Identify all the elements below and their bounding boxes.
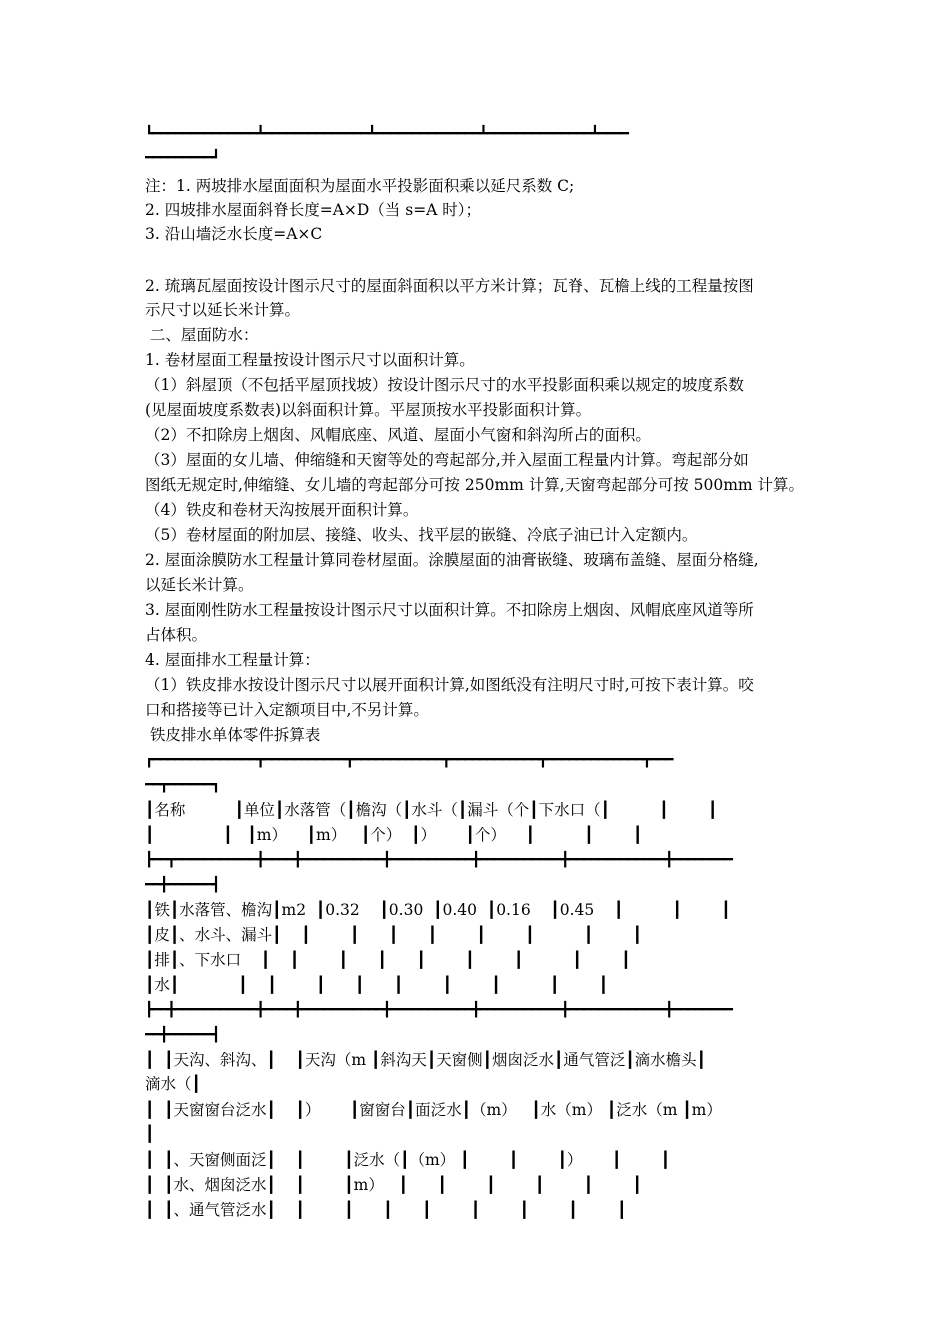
- note-line-2: 2. 四坡排水屋面斜脊长度=A×D（当 s=A 时）；: [145, 201, 482, 219]
- table-row: ┃排┃、下水口 ┃ ┃ ┃ ┃ ┃ ┃ ┃ ┃ ┃: [145, 951, 631, 969]
- table-header-row: ┃名称 ┃单位┃水落管（┃檐沟（┃水斗（┃漏斗（个┃下水口（┃ ┃ ┃: [145, 801, 718, 819]
- paragraph-line: （1）斜屋顶（不包括平屋顶找坡）按设计图示尺寸的水平投影面积乘以规定的坡度系数: [145, 376, 744, 394]
- table-divider-continued: ━━╋━━━━━━┫: [145, 877, 220, 893]
- paragraph-line: （3）屋面的女儿墙、伸缩缝和天窗等处的弯起部分,并入屋面工程量内计算。弯起部分如: [145, 451, 749, 469]
- paragraph-line: (见屋面坡度系数表)以斜面积计算。平屋顶按水平投影面积计算。: [145, 401, 592, 419]
- paragraph-line: 占体积。: [145, 626, 208, 644]
- paragraph-line: 3. 屋面刚性防水工程量按设计图示尺寸以面积计算。不扣除房上烟囱、风帽底座风道等所: [145, 601, 754, 619]
- table-row-continued: ┃: [145, 1125, 155, 1143]
- table-row: ┃ ┃水、烟囱泛水┃ ┃ ┃m） ┃ ┃ ┃ ┃ ┃ ┃: [145, 1176, 642, 1194]
- paragraph-line: 2. 琉璃瓦屋面按设计图示尺寸的屋面斜面积以平方米计算；瓦脊、瓦檐上线的工程量按图: [145, 277, 754, 295]
- table-row: ┃ ┃、天窗侧面泛┃ ┃ ┃泛水（┃（m） ┃ ┃ ┃） ┃ ┃: [145, 1151, 671, 1169]
- paragraph-line: （4）铁皮和卷材天沟按展开面积计算。: [145, 501, 419, 519]
- paragraph-line: 1. 卷材屋面工程量按设计图示尺寸以面积计算。: [145, 351, 475, 369]
- table-row: ┃ ┃天窗窗台泛水┃ ┃） ┃窗窗台┃面泛水┃（m） ┃水（m） ┃泛水（m ┃m）: [145, 1101, 722, 1119]
- note-line-1: 注：1. 两坡排水屋面面积为屋面水平投影面积乘以延尺系数 C;: [145, 177, 575, 195]
- paragraph-line: 示尺寸以延长米计算。: [145, 301, 301, 319]
- paragraph-line: 4. 屋面排水工程量计算：: [145, 651, 320, 669]
- table-row: ┃ ┃天沟、斜沟、┃ ┃天沟（m ┃斜沟天┃天窗侧┃烟囱泛水┃通气管泛┃滴水檐头┃: [145, 1051, 707, 1069]
- note-line-3: 3. 沿山墙泛水长度=A×C: [145, 225, 323, 243]
- paragraph-line: （1）铁皮排水按设计图示尺寸以展开面积计算,如图纸没有注明尺寸时,可按下表计算。咬: [145, 676, 754, 694]
- table-divider-continued: ━━╋━━━━━━┫: [145, 1027, 220, 1043]
- section-heading: 二、屋面防水：: [145, 326, 259, 344]
- paragraph-line: 图纸无规定时,伸缩缝、女儿墙的弯起部分可按 250mm 计算,天窗弯起部分可按 500mm 计算。: [145, 476, 805, 494]
- paragraph-line: （5）卷材屋面的附加层、接缝、收头、找平层的嵌缝、冷底子油已计入定额内。: [145, 526, 698, 544]
- table-header-row: ┃ ┃ ┃m） ┃m） ┃个） ┃） ┃个） ┃ ┃ ┃: [145, 826, 643, 844]
- table-row-continued: 滴水（┃: [145, 1075, 201, 1093]
- paragraph-line: （2）不扣除房上烟囱、风帽底座、风道、屋面小气窗和斜沟所占的面积。: [145, 426, 651, 444]
- table-divider: ┣━━┳━━━━━━━━━━━╋━━━━╋━━━━━━━━━━━╋━━━━━━━━━━━╋━━━━━━━━━━━╋━━━━━━━━━━━━━╋━━━━━━━━: [145, 852, 732, 868]
- table-divider: ┣━━╋━━━━━━━━━━━╋━━━━╋━━━━━━━━━━━╋━━━━━━━━━━━╋━━━━━━━━━━━╋━━━━━━━━━━━━━╋━━━━━━━━: [145, 1002, 732, 1018]
- table-row: ┃铁┃水落管、檐沟┃m2 ┃0.32 ┃0.30 ┃0.40 ┃0.16 ┃0.45 ┃ ┃ ┃: [145, 901, 731, 919]
- paragraph-line: 口和搭接等已计入定额项目中,不另计算。: [145, 701, 429, 719]
- table-row: ┃皮┃、水斗、漏斗┃ ┃ ┃ ┃ ┃ ┃ ┃ ┃ ┃: [145, 926, 642, 944]
- table-bottom-border: ┗━━━━━━━━━━━━━━┻━━━━━━━━━━━━━━┻━━━━━━━━━━━━━━┻━━━━━━━━━━━━━━┻━━━━: [145, 126, 628, 142]
- table-row: ┃ ┃、通气管泛水┃ ┃ ┃ ┃ ┃ ┃ ┃ ┃ ┃: [145, 1201, 627, 1219]
- table-title: 铁皮排水单体零件拆算表: [145, 726, 321, 744]
- table-top-border: ┏━━━━━━━━━━━━━━┳━━━━━━━━━━━┳━━━━━━━━━━━━┳━━━━━━━━━━━━┳━━━━━━━━━━━━━┳━━━: [145, 752, 673, 768]
- table-row: ┃水┃ ┃ ┃ ┃ ┃ ┃ ┃ ┃ ┃ ┃: [145, 976, 609, 994]
- table-top-border-continued: ━━┳━━━━━━┓: [145, 777, 220, 793]
- paragraph-line: 以延长米计算。: [145, 576, 254, 594]
- table-bottom-border-continued: ━━━━━━━━━┛: [145, 150, 220, 166]
- paragraph-line: 2. 屋面涂膜防水工程量计算同卷材屋面。涂膜屋面的油膏嵌缝、玻璃布盖缝、屋面分格缝,: [145, 551, 759, 569]
